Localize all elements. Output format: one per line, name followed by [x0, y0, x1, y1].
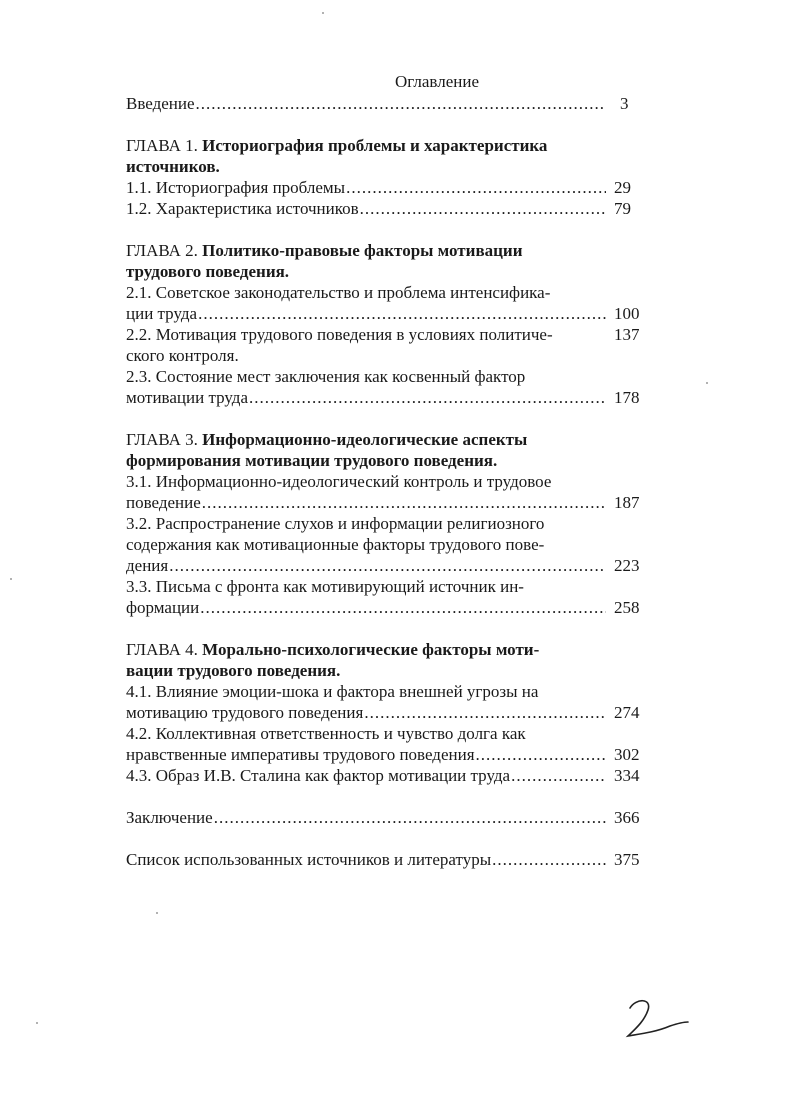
page-number: 79 [614, 199, 631, 218]
toc-entry [126, 471, 606, 492]
chapter-title: Историография проблемы и характеристика [202, 136, 548, 155]
entry-label: 1.1. Историография проблемы [126, 178, 346, 197]
chapter-title: Политико-правовые факторы мотивации [202, 241, 523, 260]
leader-dots [168, 555, 606, 576]
chapter-title: Морально-психологические факторы моти- [202, 640, 540, 659]
entry-label: 3.3. Письма с фронта как мотивирующий источник ин- [126, 577, 524, 596]
entry-label-cont: мотивацию трудового поведения [126, 703, 364, 722]
toc-entry-bibliography [126, 849, 606, 870]
page-number: 302 [614, 745, 640, 764]
page-number: 187 [614, 493, 640, 512]
leader-dots [363, 702, 606, 723]
entry-label: 2.1. Советское законодательство и проблема интенсифика- [126, 283, 551, 302]
toc-entry-cont [126, 534, 606, 555]
chapter-heading [126, 429, 606, 450]
chapter-heading [126, 135, 606, 156]
toc-entry [126, 324, 606, 345]
chapter-title: Информационно-идеологические аспекты [202, 430, 528, 449]
toc-entry-cont [126, 345, 606, 366]
leader-dots [201, 492, 606, 513]
toc-entry-intro [126, 93, 606, 114]
entry-label-cont: поведение [126, 493, 201, 512]
chapter-title-cont: вации трудового поведения. [126, 661, 341, 680]
entry-label: Заключение [126, 808, 213, 827]
page-number: 258 [614, 598, 640, 617]
entry-label: 4.1. Влияние эмоции-шока и фактора внешней угрозы на [126, 682, 539, 701]
entry-label-cont: содержания как мотивационные факторы трудового пове- [126, 535, 545, 554]
toc-entry-cont [126, 597, 606, 618]
toc-entry-cont [126, 492, 606, 513]
chapter-heading-cont [126, 156, 606, 177]
chapter-heading [126, 240, 606, 261]
entry-label-cont: формации [126, 598, 200, 617]
chapter-prefix: ГЛАВА 1. [126, 136, 198, 155]
entry-label: 4.3. Образ И.В. Сталина как фактор мотивации труда [126, 766, 511, 785]
toc-entry [126, 177, 606, 198]
handwritten-page-mark [622, 992, 692, 1042]
entry-label: 1.2. Характеристика источников [126, 199, 359, 218]
toc-title: Оглавление [395, 72, 479, 91]
toc-entry [126, 513, 606, 534]
page-number: 29 [614, 178, 631, 197]
toc-entry-cont [126, 702, 606, 723]
entry-label: Введение [126, 94, 195, 113]
entry-label-cont: мотивации труда [126, 388, 248, 407]
leader-dots [248, 387, 606, 408]
toc-entry [126, 723, 606, 744]
toc-entry-cont [126, 303, 606, 324]
chapter-prefix: ГЛАВА 3. [126, 430, 198, 449]
page-number: 366 [614, 808, 640, 827]
page-number: 223 [614, 556, 640, 575]
toc-entry [126, 765, 606, 786]
toc-entry [126, 366, 606, 387]
leader-dots [199, 597, 606, 618]
toc-entry [126, 681, 606, 702]
leader-dots [359, 198, 606, 219]
chapter-heading-cont [126, 660, 606, 681]
entry-label: 4.2. Коллективная ответственность и чувство долга как [126, 724, 526, 743]
leader-dots [475, 744, 606, 765]
leader-dots [213, 807, 606, 828]
leader-dots [195, 93, 606, 114]
chapter-title-cont: источников. [126, 157, 220, 176]
entry-label-cont: ции труда [126, 304, 198, 323]
chapter-heading-cont [126, 261, 606, 282]
toc-entry [126, 576, 606, 597]
entry-label: 3.2. Распространение слухов и информации религиозного [126, 514, 545, 533]
entry-label: 2.3. Состояние мест заключения как косвенный фактор [126, 367, 526, 386]
page-number: 178 [614, 388, 640, 407]
entry-label: 2.2. Мотивация трудового поведения в условиях политиче- [126, 325, 553, 344]
page-number: 274 [614, 703, 640, 722]
chapter-prefix: ГЛАВА 2. [126, 241, 198, 260]
toc-entry [126, 198, 606, 219]
page-number: 334 [614, 766, 640, 785]
leader-dots [491, 849, 606, 870]
toc-entry-cont [126, 744, 606, 765]
toc-entry-conclusion [126, 807, 606, 828]
leader-dots [510, 765, 606, 786]
chapter-heading [126, 639, 606, 660]
leader-dots [345, 177, 606, 198]
page-number: 100 [614, 304, 640, 323]
page-number: 137 [614, 325, 640, 344]
chapter-prefix: ГЛАВА 4. [126, 640, 198, 659]
chapter-title-cont: формирования мотивации трудового поведения. [126, 451, 498, 470]
toc-entry [126, 282, 606, 303]
chapter-title-cont: трудового поведения. [126, 262, 290, 281]
toc-entry-cont [126, 555, 606, 576]
entry-label: 3.1. Информационно-идеологический контроль и трудовое [126, 472, 552, 491]
entry-label: Список использованных источников и литературы [126, 850, 492, 869]
toc-entry-cont [126, 387, 606, 408]
leader-dots [197, 303, 606, 324]
entry-label-cont: нравственные императивы трудового поведения [126, 745, 475, 764]
entry-label-cont: дения [126, 556, 169, 575]
page-number: 375 [614, 850, 640, 869]
entry-label-cont: ского контроля. [126, 346, 239, 365]
chapter-heading-cont [126, 450, 606, 471]
page-number: 3 [620, 94, 629, 113]
